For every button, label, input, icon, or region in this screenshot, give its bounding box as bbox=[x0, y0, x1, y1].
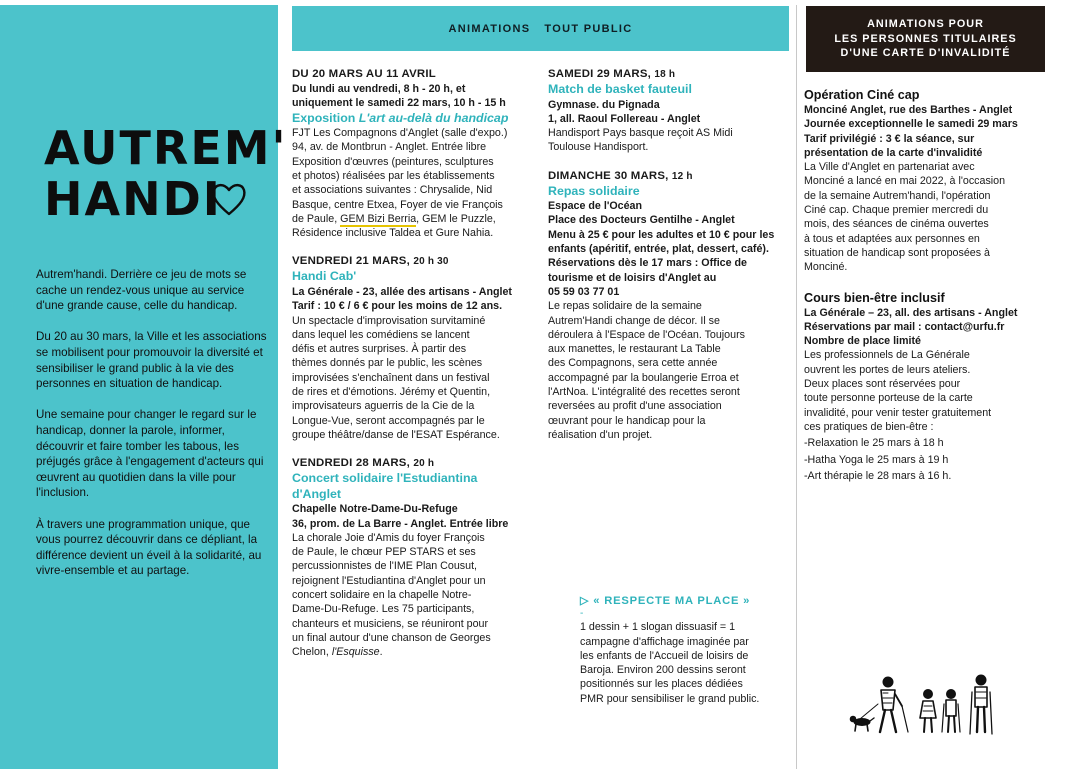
banner-line: ANIMATIONS POUR bbox=[867, 18, 984, 31]
event-desc: Exposition d'œuvres (peintures, sculptures bbox=[292, 155, 494, 168]
bienetre-desc: invalidité, pour venir tester gratuitement bbox=[804, 406, 992, 419]
event-hours: Du lundi au vendredi, 8 h - 20 h, et bbox=[292, 83, 466, 95]
cours-bien-etre bbox=[804, 290, 1064, 484]
banner-word: TOUT PUBLIC bbox=[544, 22, 633, 35]
event-desc: et associations suivantes : Chrysalide, Nid bbox=[292, 184, 493, 197]
event-info: enfants (apéritif, entrée, plat, dessert, café). bbox=[548, 243, 769, 256]
event-title: Concert solidaire l'Estudiantina bbox=[292, 471, 478, 486]
cine-desc: situation de handicap sont proposées à bbox=[804, 246, 990, 259]
event-hours: uniquement le samedi 22 mars, 10 h - 15 h bbox=[292, 97, 506, 110]
bienetre-info: Nombre de place limité bbox=[804, 335, 922, 348]
section-title: Opération Ciné cap bbox=[804, 88, 920, 102]
event-place: 36, prom. de La Barre - Anglet. Entrée libre bbox=[292, 517, 509, 530]
girl-figure-icon bbox=[920, 690, 936, 733]
cine-desc: Monciné a lancé en mai 2022, à l'occasion bbox=[804, 175, 1006, 188]
cine-info: Journée exceptionnelle le samedi 29 mars bbox=[804, 118, 1018, 131]
event-desc: thèmes donnés par le public, les scènes bbox=[292, 357, 483, 370]
bienetre-desc: toute personne porteuse de la carte bbox=[804, 392, 973, 405]
cine-desc: La Ville d'Anglet en partenariat avec bbox=[804, 161, 975, 174]
event-desc: Handisport Pays basque reçoit AS Midi bbox=[548, 127, 733, 140]
cine-info: Tarif privilégié : 3 € la séance, sur bbox=[804, 132, 975, 145]
bienetre-item: -Relaxation le 25 mars à 18 h bbox=[804, 437, 944, 450]
event-desc: Dame-Du-Refuge. Les 75 participants, bbox=[292, 603, 475, 616]
respect-ma-place bbox=[580, 594, 792, 706]
cine-info: présentation de la carte d'invalidité bbox=[804, 146, 983, 159]
bienetre-item: -Art thérapie le 28 mars à 16 h. bbox=[804, 469, 952, 482]
event-date: VENDREDI 28 MARS, 20 h bbox=[292, 457, 435, 470]
cine-desc: Monciné. bbox=[804, 261, 848, 274]
event-place: FJT Les Compagnons d'Anglet (salle d'expo.) bbox=[292, 127, 508, 140]
bienetre-desc: Deux places sont réservées pour bbox=[804, 378, 961, 391]
event-desc: un final autour d'une chanson de Georges bbox=[292, 631, 491, 644]
event-desc: reversées au profit d'une association bbox=[548, 400, 722, 413]
respect-text: 1 dessin + 1 slogan dissuasif = 1 bbox=[580, 621, 736, 634]
person-with-cane-icon bbox=[880, 677, 908, 732]
highlight-gem-bizi-berria: GEM Bizi Berria bbox=[340, 212, 417, 225]
event-desc: œuvrant pour le handicap pour la bbox=[548, 414, 706, 427]
event-desc: défis et autres surprises. À partir des bbox=[292, 343, 467, 356]
event-desc: percussionnistes de l'IME Plan Cousut, bbox=[292, 560, 478, 573]
intro-paragraph: Autrem'handi. Derrière ce jeu de mots se cache un rendez-vous unique au service d'une grande cause, celle du handicap. bbox=[36, 268, 247, 313]
event-place: Gymnase. du Pignada bbox=[548, 98, 660, 111]
event-exposition bbox=[292, 67, 537, 240]
event-basket bbox=[548, 67, 790, 155]
event-tarif: Tarif : 10 € / 6 € pour les moins de 12 ans. bbox=[292, 300, 503, 313]
cine-info: Monciné Anglet, rue des Barthes - Anglet bbox=[804, 104, 1013, 116]
event-desc: Basque, centre Etxea, Foyer de vie François bbox=[292, 198, 503, 211]
event-desc: dans lequel les comédiens se lancent bbox=[292, 328, 470, 341]
event-place: Chapelle Notre-Dame-Du-Refuge bbox=[292, 503, 458, 516]
guide-dog-icon bbox=[850, 704, 878, 731]
intro-paragraph: À travers une programmation unique, que vous pourrez découvrir dans ce dépliant, la différence devient un éveil à la solidarité, au vivre-ensemble et au partage. bbox=[36, 517, 262, 578]
event-desc: Un spectacle d'improvisation survitaminé bbox=[292, 314, 486, 327]
brand-line-1: AUTREM' bbox=[44, 121, 288, 175]
event-desc: Le repas solidaire de la semaine bbox=[548, 300, 702, 313]
intro-text bbox=[36, 267, 268, 594]
event-phone: 05 59 03 77 01 bbox=[548, 285, 620, 298]
event-place: Espace de l'Océan bbox=[548, 200, 643, 213]
event-place: La Générale - 23, allée des artisans - Anglet bbox=[292, 285, 512, 298]
banner-line: D'UNE CARTE D'INVALIDITÉ bbox=[840, 47, 1011, 60]
cine-desc: de la semaine Autrem'handi, l'opération bbox=[804, 189, 991, 202]
person-with-crutches-icon bbox=[942, 690, 960, 733]
bienetre-email: Réservations par mail : contact@urfu.fr bbox=[804, 320, 1005, 333]
column-divider bbox=[796, 5, 797, 769]
event-title: Handi Cab' bbox=[292, 269, 357, 284]
event-place: Place des Docteurs Gentilhe - Anglet bbox=[548, 214, 735, 227]
event-date: SAMEDI 29 MARS, 18 h bbox=[548, 68, 676, 80]
respect-text: les enfants de l'Accueil de loisirs de bbox=[580, 649, 749, 662]
respect-text: positionnés sur les places dédiées bbox=[580, 678, 743, 691]
event-handi-cab bbox=[292, 254, 537, 442]
operation-cine-cap bbox=[804, 87, 1064, 275]
event-concert bbox=[292, 456, 537, 659]
event-desc: La chorale Joie d'Amis du foyer François bbox=[292, 531, 485, 544]
event-info: tourisme et de loisirs d'Anglet au bbox=[548, 271, 717, 284]
event-date: DIMANCHE 30 MARS, 12 h bbox=[548, 169, 693, 182]
respect-text: campagne d'affichage imaginée par bbox=[580, 635, 749, 648]
bienetre-desc: ouvrent les portes de leurs ateliers. bbox=[804, 363, 971, 376]
event-desc: accompagné par la boulangerie Erroa et bbox=[548, 371, 739, 384]
cine-desc: à tous et adaptées aux personnes en bbox=[804, 232, 980, 245]
event-desc: Résidence inclusive Taldea et Gure Nahia. bbox=[292, 227, 494, 240]
event-desc: chanteurs et musiciens, se réuniront pour bbox=[292, 617, 489, 630]
respect-dash: - bbox=[580, 608, 584, 620]
event-info: Réservations dès le 17 mars : Office de bbox=[548, 257, 747, 270]
event-desc: rejoignent l'Estudiantina d'Anglet pour un bbox=[292, 574, 486, 587]
banner-line: LES PERSONNES TITULAIRES bbox=[834, 32, 1017, 45]
event-desc: aux manettes, le restaurant La Table bbox=[548, 343, 721, 356]
bienetre-item: -Hatha Yoga le 25 mars à 19 h bbox=[804, 453, 949, 466]
banner-invalidite bbox=[806, 6, 1045, 72]
event-desc: de Paule, le chœur PEP STARS et ses bbox=[292, 546, 476, 559]
section-title: Cours bien-être inclusif bbox=[804, 290, 945, 305]
event-title: Match de basket fauteuil bbox=[548, 82, 692, 96]
events-column-2 bbox=[548, 67, 790, 442]
event-date: VENDREDI 21 MARS, 20 h 30 bbox=[292, 255, 449, 268]
event-desc: Toulouse Handisport. bbox=[548, 141, 649, 154]
event-desc: de rires et d'émotions. Jérémy et Quentin, bbox=[292, 386, 491, 399]
event-desc: Longue-Vue, seront accompagnés par le bbox=[292, 414, 485, 427]
bienetre-desc: Les professionnels de La Générale bbox=[804, 349, 970, 362]
banner-word: ANIMATIONS bbox=[448, 22, 531, 35]
person-with-forearm-crutches-icon bbox=[970, 675, 992, 734]
event-repas bbox=[548, 169, 790, 443]
intro-paragraph: Une semaine pour changer le regard sur le handicap, donner la parole, informer, découvrir et faire tomber les tabous, les préjugés grâce à l'engagement d'acteurs qui œuvrent au quotidien dans la ville pour l'inclusion. bbox=[36, 408, 264, 500]
event-desc: déroulera à l'Espace de l'Océan. Toujours bbox=[548, 328, 745, 341]
event-place: 1, all. Raoul Follereau - Anglet bbox=[548, 112, 701, 125]
brand-line-2: HANDI bbox=[44, 172, 222, 226]
cine-desc: mois, des séances de cinéma ouvertes bbox=[804, 218, 989, 231]
events-column-3 bbox=[804, 87, 1064, 483]
event-title: Exposition L'art au-delà du handicap bbox=[292, 110, 509, 125]
event-place: 94, av. de Montbrun - Anglet. Entrée libre bbox=[292, 141, 487, 154]
event-desc: de Paule, GEM Bizi Berria, GEM le Puzzle, bbox=[292, 212, 496, 225]
respect-title: ▷ « RESPECTE MA PLACE » bbox=[580, 595, 751, 607]
event-desc: et photos) réalisées par les établissements bbox=[292, 169, 495, 182]
event-title: Repas solidaire bbox=[548, 183, 640, 198]
cine-desc: Ciné cap. Chaque premier mercredi du bbox=[804, 204, 989, 217]
event-desc: concert solidaire en la chapelle Notre- bbox=[292, 589, 472, 602]
respect-text: Baroja. Environ 200 dessins seront bbox=[580, 664, 746, 677]
inclusive-figures-illustration bbox=[848, 668, 998, 740]
intro-paragraph: Du 20 au 30 mars, la Ville et les associations se mobilisent pour promouvoir la diversité et sensibiliser le grand public à la vie des personnes en situation de handicap. bbox=[36, 330, 267, 391]
event-date: DU 20 MARS AU 11 AVRIL bbox=[292, 68, 436, 80]
event-desc: des Compagnons, sera cette année bbox=[548, 357, 718, 370]
heart-icon bbox=[209, 179, 249, 219]
event-desc: réalisation d'un projet. bbox=[548, 428, 653, 441]
event-desc: l'ArtNoa. L'intégralité des recettes seront bbox=[548, 386, 740, 399]
intro-panel bbox=[0, 5, 288, 769]
event-desc: Autrem'Handi change de décor. Il se bbox=[548, 314, 720, 327]
event-title: d'Anglet bbox=[292, 486, 342, 501]
event-desc: improvisateurs aguerris de la Cie de la bbox=[292, 400, 475, 413]
bienetre-info: La Générale – 23, all. des artisans - Anglet bbox=[804, 306, 1018, 319]
event-info: Menu à 25 € pour les adultes et 10 € pour les bbox=[548, 228, 775, 241]
events-column-1 bbox=[292, 67, 537, 660]
event-desc: improvisées s'enchaînent dans un festival bbox=[292, 371, 490, 384]
brand-logo bbox=[44, 123, 288, 225]
bienetre-desc: ces pratiques de bien-être : bbox=[804, 420, 934, 433]
banner-tout-public bbox=[292, 6, 789, 51]
respect-text: PMR pour sensibiliser le grand public. bbox=[580, 692, 760, 705]
event-desc: groupe théâtre/danse de l'ESAT Espérance. bbox=[292, 428, 500, 441]
event-desc: Chelon, l'Esquisse. bbox=[292, 646, 383, 659]
